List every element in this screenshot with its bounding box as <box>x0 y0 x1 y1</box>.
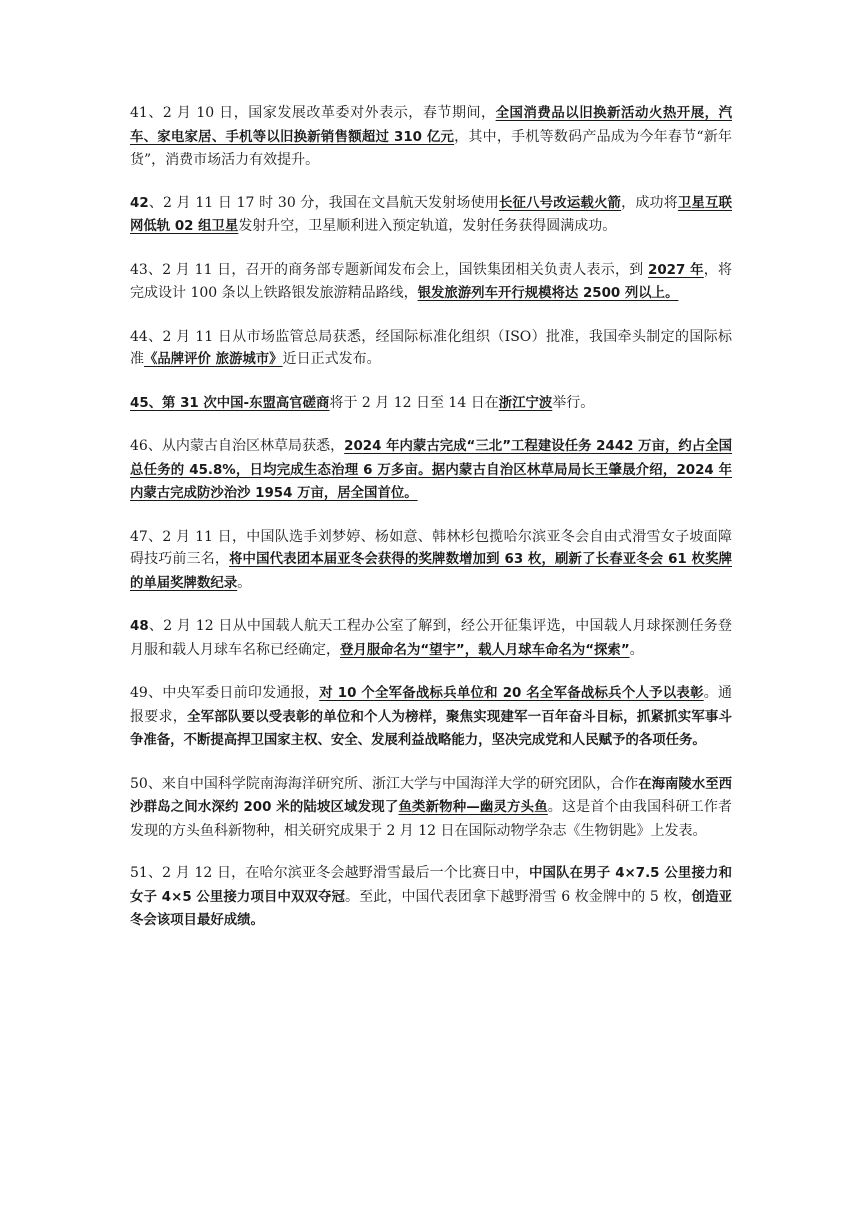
paragraph-spacer <box>130 506 732 526</box>
text-segment: 44、2 月 11 日从市场监管总局获悉，经国际标准化组织（ISO）批准，我国牵头制定的国际标准 <box>130 328 732 367</box>
emphasized-text: 全军部队要以受表彰的单位和个人为榜样，聚焦实现建军一百年奋斗目标，抓紧抓实军事斗争准备，不断提高捍卫国家主权、安全、发展利益战略能力，坚决完成党和人民赋予的各项任务。 <box>130 709 733 748</box>
news-item-paragraph <box>130 392 732 416</box>
emphasized-text: 42 <box>130 195 149 211</box>
text-segment: 。至此，中国代表团拿下越野滑雪 6 枚金牌中的 5 枚， <box>344 888 692 905</box>
emphasized-text: 对 10 个全军备战标兵单位和 20 名全军备战标兵个人予以表彰 <box>319 686 704 701</box>
text-segment: 49、中央军委日前印发通报， <box>130 685 320 701</box>
document-body <box>130 102 732 933</box>
paragraph-spacer <box>130 753 732 773</box>
paragraph-spacer <box>130 239 732 259</box>
paragraph-spacer <box>130 306 732 326</box>
emphasized-text: 创造亚冬会该项目最好成绩。 <box>130 889 732 928</box>
text-segment: 43、2 月 11 日，召开的商务部专题新闻发布会上，国铁集团相关负责人表示，到 <box>130 261 649 278</box>
news-item-paragraph <box>130 192 732 239</box>
text-segment: 51、2 月 12 日，在哈尔滨亚冬会越野滑雪最后一个比赛日中， <box>130 865 529 881</box>
news-item-paragraph <box>130 682 732 753</box>
text-segment: 。通报要求， <box>130 685 732 725</box>
emphasized-text: 全国消费品以旧换新活动火热开展，汽车、家电家居、手机等以旧换新销售额超过 310 亿元 <box>130 106 733 145</box>
paragraph-spacer <box>130 662 732 682</box>
text-segment: 举行。 <box>552 394 595 411</box>
news-item-paragraph <box>130 102 732 172</box>
text-segment: 。这是首个由我国科研工作者发现的方头鱼科新物种，相关研究成果于 2 月 12 日在国际动物学杂志《生物钥匙》上发表。 <box>130 799 733 839</box>
emphasized-text: 2027 年 <box>648 262 704 278</box>
news-item-paragraph <box>130 259 732 306</box>
text-segment: ，成功将 <box>621 194 678 211</box>
emphasized-text: 银发旅游列车开行规模将达 2500 列以上。 <box>417 286 679 301</box>
text-segment: 发射升空，卫星顺利进入预定轨道，发射任务获得圆满成功。 <box>238 218 617 234</box>
text-segment: 将于 2 月 12 日至 14 日在 <box>329 394 499 411</box>
text-segment: ，将完成设计 100 条以上铁路银发旅游精品路线， <box>130 261 733 301</box>
news-item-paragraph <box>130 615 732 662</box>
text-segment: 46、从内蒙古自治区林草局获悉， <box>130 438 345 454</box>
emphasized-text: 中国队在男子 4×7.5 公里接力和女子 4×5 公里接力项目中双双夺冠 <box>130 866 732 905</box>
emphasized-text: 登月服命名为“望宇”，载人月球车命名为“探索” <box>340 642 630 658</box>
news-item-paragraph <box>130 326 732 372</box>
emphasized-text: 卫星互联网低轨 02 组卫星 <box>130 195 733 234</box>
emphasized-text: 在海南陵水至西沙群岛之间水深约 200 米的陆坡区域发现了 <box>130 776 733 815</box>
paragraph-spacer <box>130 172 732 192</box>
text-segment: 、2 月 11 日 17 时 30 分，我国在文昌航天发射场使用 <box>148 194 499 211</box>
emphasized-text: 48 <box>130 619 149 634</box>
text-segment: ，其中，手机等数码产品成为今年春节“新年货”，消费市场活力有效提升。 <box>130 128 732 168</box>
emphasized-text: 长征八号改运载火箭 <box>498 195 622 211</box>
text-segment: 近日正式发布。 <box>282 351 381 367</box>
text-segment: 。 <box>237 574 252 591</box>
emphasized-text: 《品牌评价 旅游城市》 <box>144 352 283 367</box>
emphasized-text: 将中国代表团本届亚冬会获得的奖牌数增加到 63 枚，刷新了长春亚冬会 61 枚奖牌的单届奖牌数纪录 <box>130 552 733 591</box>
text-segment: 、2 月 12 日从中国载人航天工程办公室了解到，经公开征集评选，中国载人月球探测任务登月服和载人月球车名称已经确定， <box>130 618 732 658</box>
text-segment: 47、2 月 11 日，中国队选手刘梦婷、杨如意、韩林杉包揽哈尔滨亚冬会自由式滑雪女子坡面障碍技巧前三名， <box>130 528 732 567</box>
paragraph-spacer <box>130 595 732 615</box>
text-segment: 41、2 月 10 日，国家发展改革委对外表示，春节期间， <box>130 105 496 121</box>
emphasized-text: 2024 年内蒙古完成“三北”工程建设任务 2442 万亩，约占全国总任务的 45.8%，日均完成生态治理 6 万多亩。据内蒙古自治区林草局局长王肇晟介绍，2024 年内蒙古完成防沙治沙 1954 万亩，居全国首位。 <box>130 439 732 501</box>
news-item-paragraph <box>130 773 732 843</box>
paragraph-spacer <box>130 842 732 862</box>
news-item-paragraph <box>130 862 732 933</box>
text-segment: 。 <box>629 641 644 658</box>
emphasized-text: 浙江宁波 <box>498 395 553 411</box>
emphasized-text: 鱼类新物种—幽灵方头鱼 <box>398 800 548 815</box>
paragraph-spacer <box>130 372 732 392</box>
news-item-paragraph <box>130 435 732 506</box>
emphasized-text: 45、第 31 次中国-东盟高官磋商 <box>130 395 330 411</box>
news-item-paragraph <box>130 526 732 596</box>
paragraph-spacer <box>130 415 732 435</box>
text-segment: 50、来自中国科学院南海海洋研究所、浙江大学与中国海洋大学的研究团队，合作 <box>130 775 639 792</box>
